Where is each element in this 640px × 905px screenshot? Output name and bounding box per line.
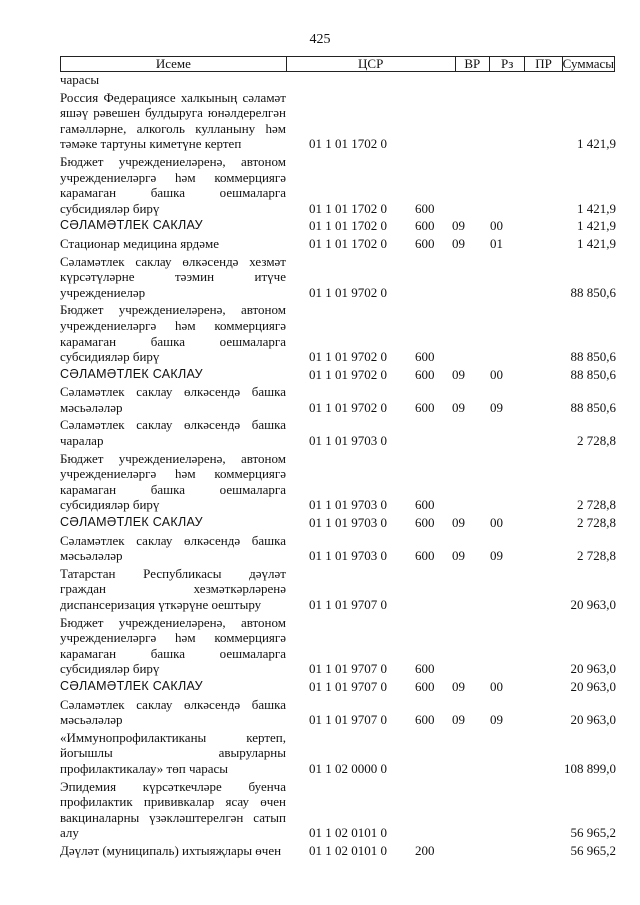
row-rz: 09: [452, 515, 465, 531]
row-csr: 01 1 01 9707 0: [309, 661, 387, 677]
header-sum: Суммасы: [562, 56, 614, 71]
row-csr: 01 1 01 9702 0: [309, 399, 387, 415]
table-row: [60, 566, 616, 613]
row-rz: 09: [452, 548, 465, 564]
row-csr: 01 1 01 9707 0: [309, 678, 387, 694]
row-csr: 01 1 01 9702 0: [309, 284, 387, 300]
row-sum: 1 421,9: [577, 235, 616, 251]
row-csr: 01 1 01 1702 0: [309, 235, 387, 251]
row-vr: 600: [415, 497, 435, 513]
row-sum: 2 728,8: [577, 548, 616, 564]
row-sum: 2 728,8: [577, 433, 616, 449]
row-name: Сәламәтлек саклау өлкәсендә хезмәт күрсәтүләрне тәэмин итүче учреждениеләр: [60, 253, 286, 300]
row-vr: 600: [415, 200, 435, 216]
row-vr: 600: [415, 712, 435, 728]
row-name: Россия Федерациясе халкының сәламәт яшәү рәвешен булдыруга юнәлдерелгән гамәлләрне, алкоголь кулланыну һәм тәмәке тартуны киметүне кертеп: [60, 89, 286, 152]
row-vr: 600: [415, 349, 435, 365]
row-csr: 01 1 01 1702 0: [309, 136, 387, 152]
row-sum: 56 965,2: [570, 842, 616, 858]
row-sum: 108 899,0: [564, 760, 616, 776]
row-vr: 600: [415, 661, 435, 677]
row-sum: 2 728,8: [577, 497, 616, 513]
table-row: [60, 533, 616, 564]
row-vr: 600: [415, 515, 435, 531]
table-row: [60, 697, 616, 728]
row-name: Сәламәтлек саклау өлкәсендә башка мәсьәләләр: [60, 532, 286, 564]
header-pr: ПР: [525, 57, 562, 71]
table-row: [60, 218, 616, 234]
row-pr: 00: [490, 218, 503, 234]
row-name: Бюджет учреждениеләренә, автоном учреждениеләргә һәм коммерциягә карамаган башка оешмаларга субсидияләр бирү: [60, 450, 286, 513]
table-row: [60, 679, 616, 695]
row-name: Сәламәтлек саклау өлкәсендә башка чаралар: [60, 417, 286, 449]
row-name: СӘЛАМӘТЛЕК САКЛАУ: [60, 366, 203, 381]
row-rz: 09: [452, 399, 465, 415]
row-name: Эпидемия күрсәткечләре буенча профилактик прививкалар ясау өчен вакциналарны үзәкләштерелгән сатып алу: [60, 778, 286, 841]
row-vr: 600: [415, 235, 435, 251]
row-name: Сәламәтлек саклау өлкәсендә башка мәсьәләләр: [60, 696, 286, 728]
table-row: [60, 615, 616, 677]
row-csr: 01 1 01 9703 0: [309, 433, 387, 449]
table-row: [60, 730, 616, 777]
row-name: Дәүләт (муниципаль) ихтыяҗлары өчен: [60, 842, 282, 858]
row-name: СӘЛАМӘТЛЕК САКЛАУ: [60, 218, 203, 233]
row-pr: 00: [490, 515, 503, 531]
row-vr: 600: [415, 218, 435, 234]
row-name: Бюджет учреждениеләренә, автоном учреждениеләргә һәм коммерциягә карамаган башка оешмаларга субсидияләр бирү: [60, 302, 286, 365]
row-sum: 88 850,6: [570, 399, 616, 415]
row-csr: 01 1 01 9703 0: [309, 515, 387, 531]
header-name: Исеме: [61, 57, 287, 71]
table-row: [60, 451, 616, 513]
row-sum: 1 421,9: [577, 136, 616, 152]
table-row: [60, 72, 616, 88]
table-row: [60, 90, 616, 152]
table-row: [60, 254, 616, 301]
header-vr: ВР: [456, 57, 490, 71]
table-row: [60, 417, 616, 448]
row-name: Сәламәтлек саклау өлкәсендә башка мәсьәләләр: [60, 384, 286, 415]
row-name: «Иммунопрофилактиканы кертеп, йогышлы авыруларны профилактикалау» төп чарасы: [60, 729, 286, 776]
row-sum: 56 965,2: [570, 825, 616, 841]
row-vr: 600: [415, 399, 435, 415]
header-csr: ЦСР: [287, 57, 456, 71]
row-sum: 1 421,9: [577, 218, 616, 234]
row-csr: 01 1 01 9702 0: [309, 349, 387, 365]
table-row: [60, 515, 616, 531]
row-sum: 88 850,6: [570, 366, 616, 382]
table-row: [60, 384, 616, 415]
row-csr: 01 1 01 9703 0: [309, 497, 387, 513]
table-row: [60, 154, 616, 216]
row-vr: 600: [415, 366, 435, 382]
row-csr: 01 1 01 1702 0: [309, 200, 387, 216]
row-pr: 09: [490, 548, 503, 564]
row-name: СӘЛАМӘТЛЕК САКЛАУ: [60, 678, 203, 693]
table-row: [60, 302, 616, 364]
row-name: Стационар медицина ярдәме: [60, 235, 219, 251]
table-row: [60, 843, 616, 859]
row-name: Бюджет учреждениеләренә, автоном учреждениеләргә һәм коммерциягә карамаган башка оешмаларга субсидияләр бирү: [60, 153, 286, 216]
row-rz: 09: [452, 712, 465, 728]
row-pr: 00: [490, 366, 503, 382]
row-sum: 20 963,0: [570, 597, 616, 612]
row-name: СӘЛАМӘТЛЕК САКЛАУ: [60, 515, 203, 530]
table-row: [60, 367, 616, 383]
row-csr: 01 1 02 0101 0: [309, 842, 387, 858]
row-rz: 09: [452, 366, 465, 382]
row-sum: 1 421,9: [577, 200, 616, 216]
row-vr: 200: [415, 842, 435, 858]
row-vr: 600: [415, 548, 435, 564]
table-header: [60, 56, 615, 72]
table-row: [60, 779, 616, 841]
row-pr: 09: [490, 712, 503, 728]
page-number: 425: [309, 32, 331, 47]
row-csr: 01 1 01 9707 0: [309, 712, 387, 728]
row-name: чарасы: [60, 72, 100, 87]
row-sum: 20 963,0: [570, 678, 616, 694]
row-sum: 2 728,8: [577, 515, 616, 531]
row-csr: 01 1 02 0101 0: [309, 825, 387, 841]
row-sum: 88 850,6: [570, 284, 616, 300]
row-csr: 01 1 01 9702 0: [309, 366, 387, 382]
row-pr: 00: [490, 678, 503, 694]
row-rz: 09: [452, 235, 465, 251]
row-pr: 09: [490, 399, 503, 415]
row-sum: 20 963,0: [570, 661, 616, 677]
row-sum: 20 963,0: [570, 712, 616, 728]
row-name: Бюджет учреждениеләренә, автоном учреждениеләргә һәм коммерциягә карамаган башка оешмаларга субсидияләр бирү: [60, 614, 286, 677]
header-rz: Рз: [490, 57, 525, 71]
row-rz: 09: [452, 678, 465, 694]
row-csr: 01 1 01 9703 0: [309, 548, 387, 564]
row-vr: 600: [415, 678, 435, 694]
row-name: Татарстан Республикасы дәүләт граждан хезмәткәрләренә диспансеризация үткәрүне оештыру: [60, 565, 286, 612]
table-body: [60, 72, 616, 859]
row-csr: 01 1 01 1702 0: [309, 218, 387, 234]
row-sum: 88 850,6: [570, 349, 616, 365]
row-rz: 09: [452, 218, 465, 234]
row-csr: 01 1 01 9707 0: [309, 597, 387, 612]
row-csr: 01 1 02 0000 0: [309, 760, 387, 776]
table-row: [60, 236, 616, 252]
row-pr: 01: [490, 235, 503, 251]
